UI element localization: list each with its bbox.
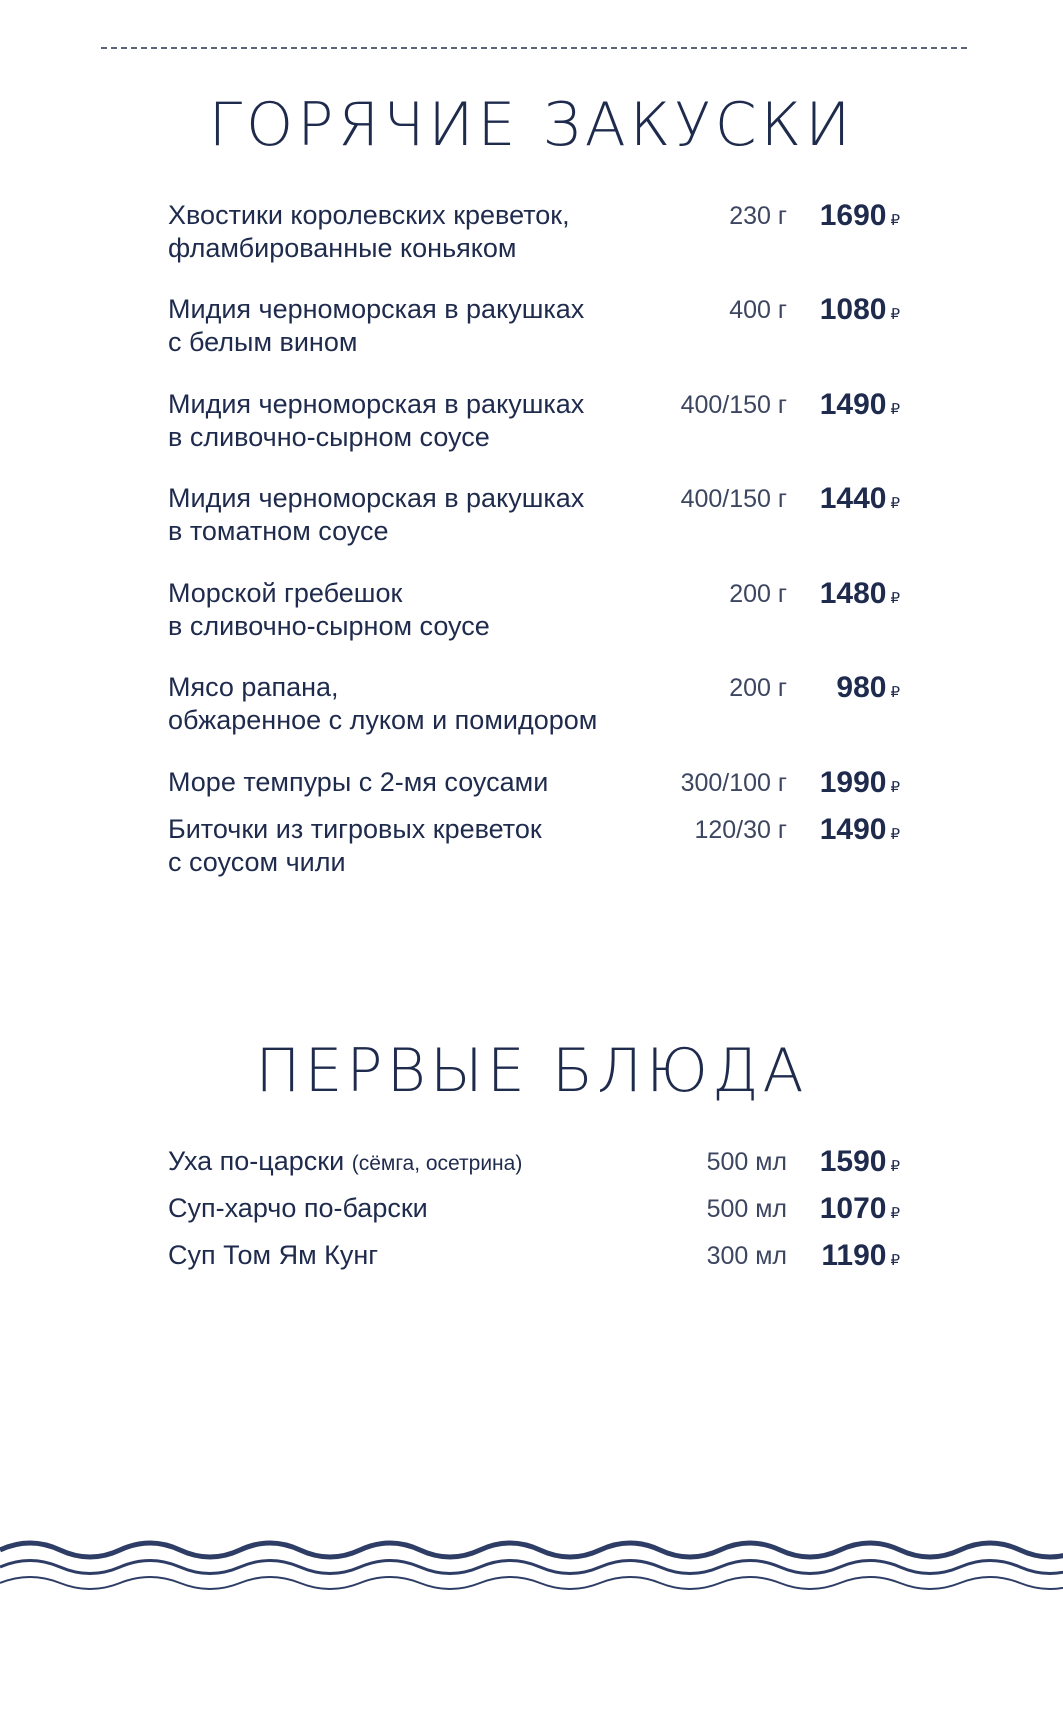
price-value: 1590 [819, 1145, 887, 1178]
item-name [168, 293, 668, 359]
price-value: 1190 [821, 1239, 887, 1272]
item-name-line: Уха по-царски [168, 1146, 345, 1176]
item-name-line: Мидия черноморская в ракушках [168, 389, 585, 419]
price-value: 980 [836, 671, 887, 704]
item-name [168, 1192, 668, 1225]
top-dashed-divider [101, 47, 967, 49]
item-name-line: в сливочно-сырном соусе [168, 422, 490, 452]
wave-line-medium [0, 1561, 1063, 1574]
item-weight: 300 мл [706, 1242, 787, 1270]
item-name-line: Хвостики королевских креветок, [168, 200, 570, 230]
price-value: 1440 [819, 482, 887, 515]
item-name-line: обжаренное с луком и помидором [168, 705, 598, 735]
price-value: 1480 [819, 577, 887, 610]
ruble-sign: ₽ [890, 1158, 900, 1175]
item-weight: 120/30 г [694, 816, 787, 844]
item-name-line: с соусом чили [168, 847, 346, 877]
wave-line-thick [0, 1543, 1063, 1557]
item-price [790, 1239, 900, 1277]
item-price [790, 766, 900, 804]
item-name-line: Суп Том Ям Кунг [168, 1240, 379, 1270]
item-weight: 230 г [729, 202, 787, 230]
item-price [790, 1192, 900, 1230]
ruble-sign: ₽ [890, 495, 900, 512]
ruble-sign: ₽ [890, 590, 900, 607]
item-name [168, 766, 668, 799]
item-name [168, 199, 668, 265]
section-title-first-courses: ПЕРВЫЕ БЛЮДА [255, 1036, 808, 1106]
item-weight: 300/100 г [680, 769, 787, 797]
ruble-sign: ₽ [890, 1252, 900, 1269]
price-value: 1490 [819, 813, 887, 846]
ruble-sign: ₽ [890, 826, 900, 843]
item-weight: 200 г [729, 674, 787, 702]
item-price [790, 671, 900, 709]
item-price [790, 293, 900, 331]
price-value: 1080 [819, 293, 887, 326]
item-name-line: Суп-харчо по-барски [168, 1193, 428, 1223]
section-title-hot-appetizers: ГОРЯЧИЕ ЗАКУСКИ [208, 90, 855, 160]
item-price [790, 199, 900, 237]
item-name-line: в томатном соусе [168, 516, 389, 546]
item-price [790, 388, 900, 426]
item-name-line: Мидия черноморская в ракушках [168, 483, 585, 513]
item-name-line: Море темпуры с 2-мя соусами [168, 767, 549, 797]
item-name [168, 813, 668, 879]
item-name [168, 671, 668, 737]
item-weight: 400/150 г [680, 391, 787, 419]
ruble-sign: ₽ [890, 1205, 900, 1222]
item-name [168, 1145, 668, 1180]
item-name-line: Морской гребешок [168, 578, 403, 608]
ruble-sign: ₽ [890, 401, 900, 418]
item-note: (сёмга, осетрина) [351, 1152, 523, 1175]
price-value: 1490 [819, 388, 887, 421]
item-price [790, 813, 900, 851]
item-name-line: Мидия черноморская в ракушках [168, 294, 585, 324]
item-name-line: Биточки из тигровых креветок [168, 814, 542, 844]
wave-line-thin [0, 1577, 1063, 1589]
ruble-sign: ₽ [890, 306, 900, 323]
item-weight: 500 мл [706, 1195, 787, 1223]
item-price [790, 1145, 900, 1183]
item-name [168, 1239, 668, 1272]
item-name-line: фламбированные коньяком [168, 233, 517, 263]
item-name-line: с белым вином [168, 327, 358, 357]
item-name-line: в сливочно-сырном соусе [168, 611, 490, 641]
item-price [790, 577, 900, 615]
ruble-sign: ₽ [890, 684, 900, 701]
price-value: 1070 [819, 1192, 887, 1225]
item-name [168, 577, 668, 643]
item-price [790, 482, 900, 520]
ruble-sign: ₽ [890, 779, 900, 796]
price-value: 1690 [819, 199, 887, 232]
item-name [168, 388, 668, 454]
item-name-line: Мясо рапана, [168, 672, 339, 702]
price-value: 1990 [819, 766, 887, 799]
item-name [168, 482, 668, 548]
decorative-wave-lines [0, 1530, 1063, 1600]
item-weight: 200 г [729, 580, 787, 608]
item-weight: 500 мл [706, 1148, 787, 1176]
item-weight: 400 г [729, 296, 787, 324]
ruble-sign: ₽ [890, 212, 900, 229]
item-weight: 400/150 г [680, 485, 787, 513]
